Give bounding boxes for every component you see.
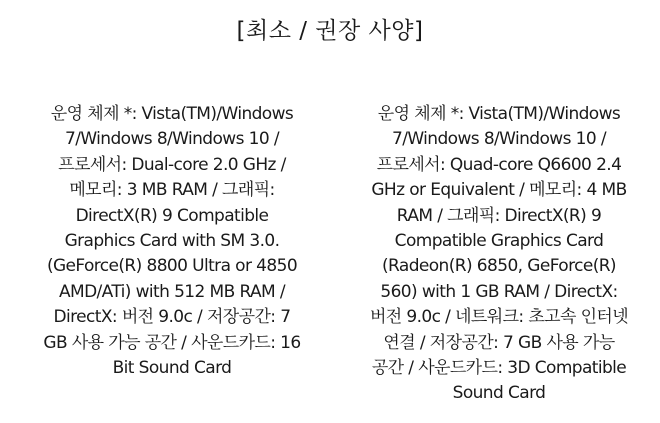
recommended-spec-text	[354, 102, 644, 407]
spec-line: Sound Card	[452, 383, 546, 404]
spec-line: Bit Sound Card	[112, 358, 232, 379]
spec-line: (Radeon(R) 6850, GeForce(R)	[382, 256, 616, 277]
spec-line: 운영 체제 *: Vista(TM)/Windows	[50, 104, 294, 124]
spec-line: 7/Windows 8/Windows 10 /	[64, 129, 280, 150]
spec-line: AMD/ATi) with 512 MB RAM /	[58, 281, 286, 302]
spec-line: 프로세서: Dual-core 2.0 GHz /	[58, 154, 286, 175]
spec-line: RAM / 그래픽: DirectX(R) 9	[396, 205, 602, 226]
spec-line: DirectX(R) 9 Compatible	[75, 205, 269, 226]
spec-line: 560) with 1 GB RAM / DirectX:	[380, 281, 618, 302]
spec-line: Graphics Card with SM 3.0.	[64, 231, 280, 252]
spec-line: 7/Windows 8/Windows 10 /	[391, 129, 607, 150]
spec-line: 메모리: 3 MB RAM / 그래픽:	[69, 180, 275, 201]
spec-line: 공간 / 사운드카드: 3D Compatible	[371, 358, 627, 379]
spec-line: DirectX: 버전 9.0c / 저장공간: 7	[53, 307, 291, 328]
page-title: [최소 / 권장 사양]	[236, 18, 424, 44]
spec-line: 프로세서: Quad-core Q6600 2.4	[376, 154, 622, 175]
spec-line: GB 사용 가능 공간 / 사운드카드: 16	[43, 332, 301, 353]
spec-line: 운영 체제 *: Vista(TM)/Windows	[377, 104, 621, 124]
spec-line: Compatible Graphics Card	[394, 231, 604, 252]
minimum-spec-text	[24, 102, 320, 381]
spec-line: 버전 9.0c / 네트워크: 초고속 인터넷	[369, 307, 629, 328]
spec-line: (GeForce(R) 8800 Ultra or 4850	[46, 256, 298, 277]
spec-line: 연결 / 저장공간: 7 GB 사용 가능	[383, 332, 615, 353]
spec-line: GHz or Equivalent / 메모리: 4 MB	[371, 180, 627, 201]
